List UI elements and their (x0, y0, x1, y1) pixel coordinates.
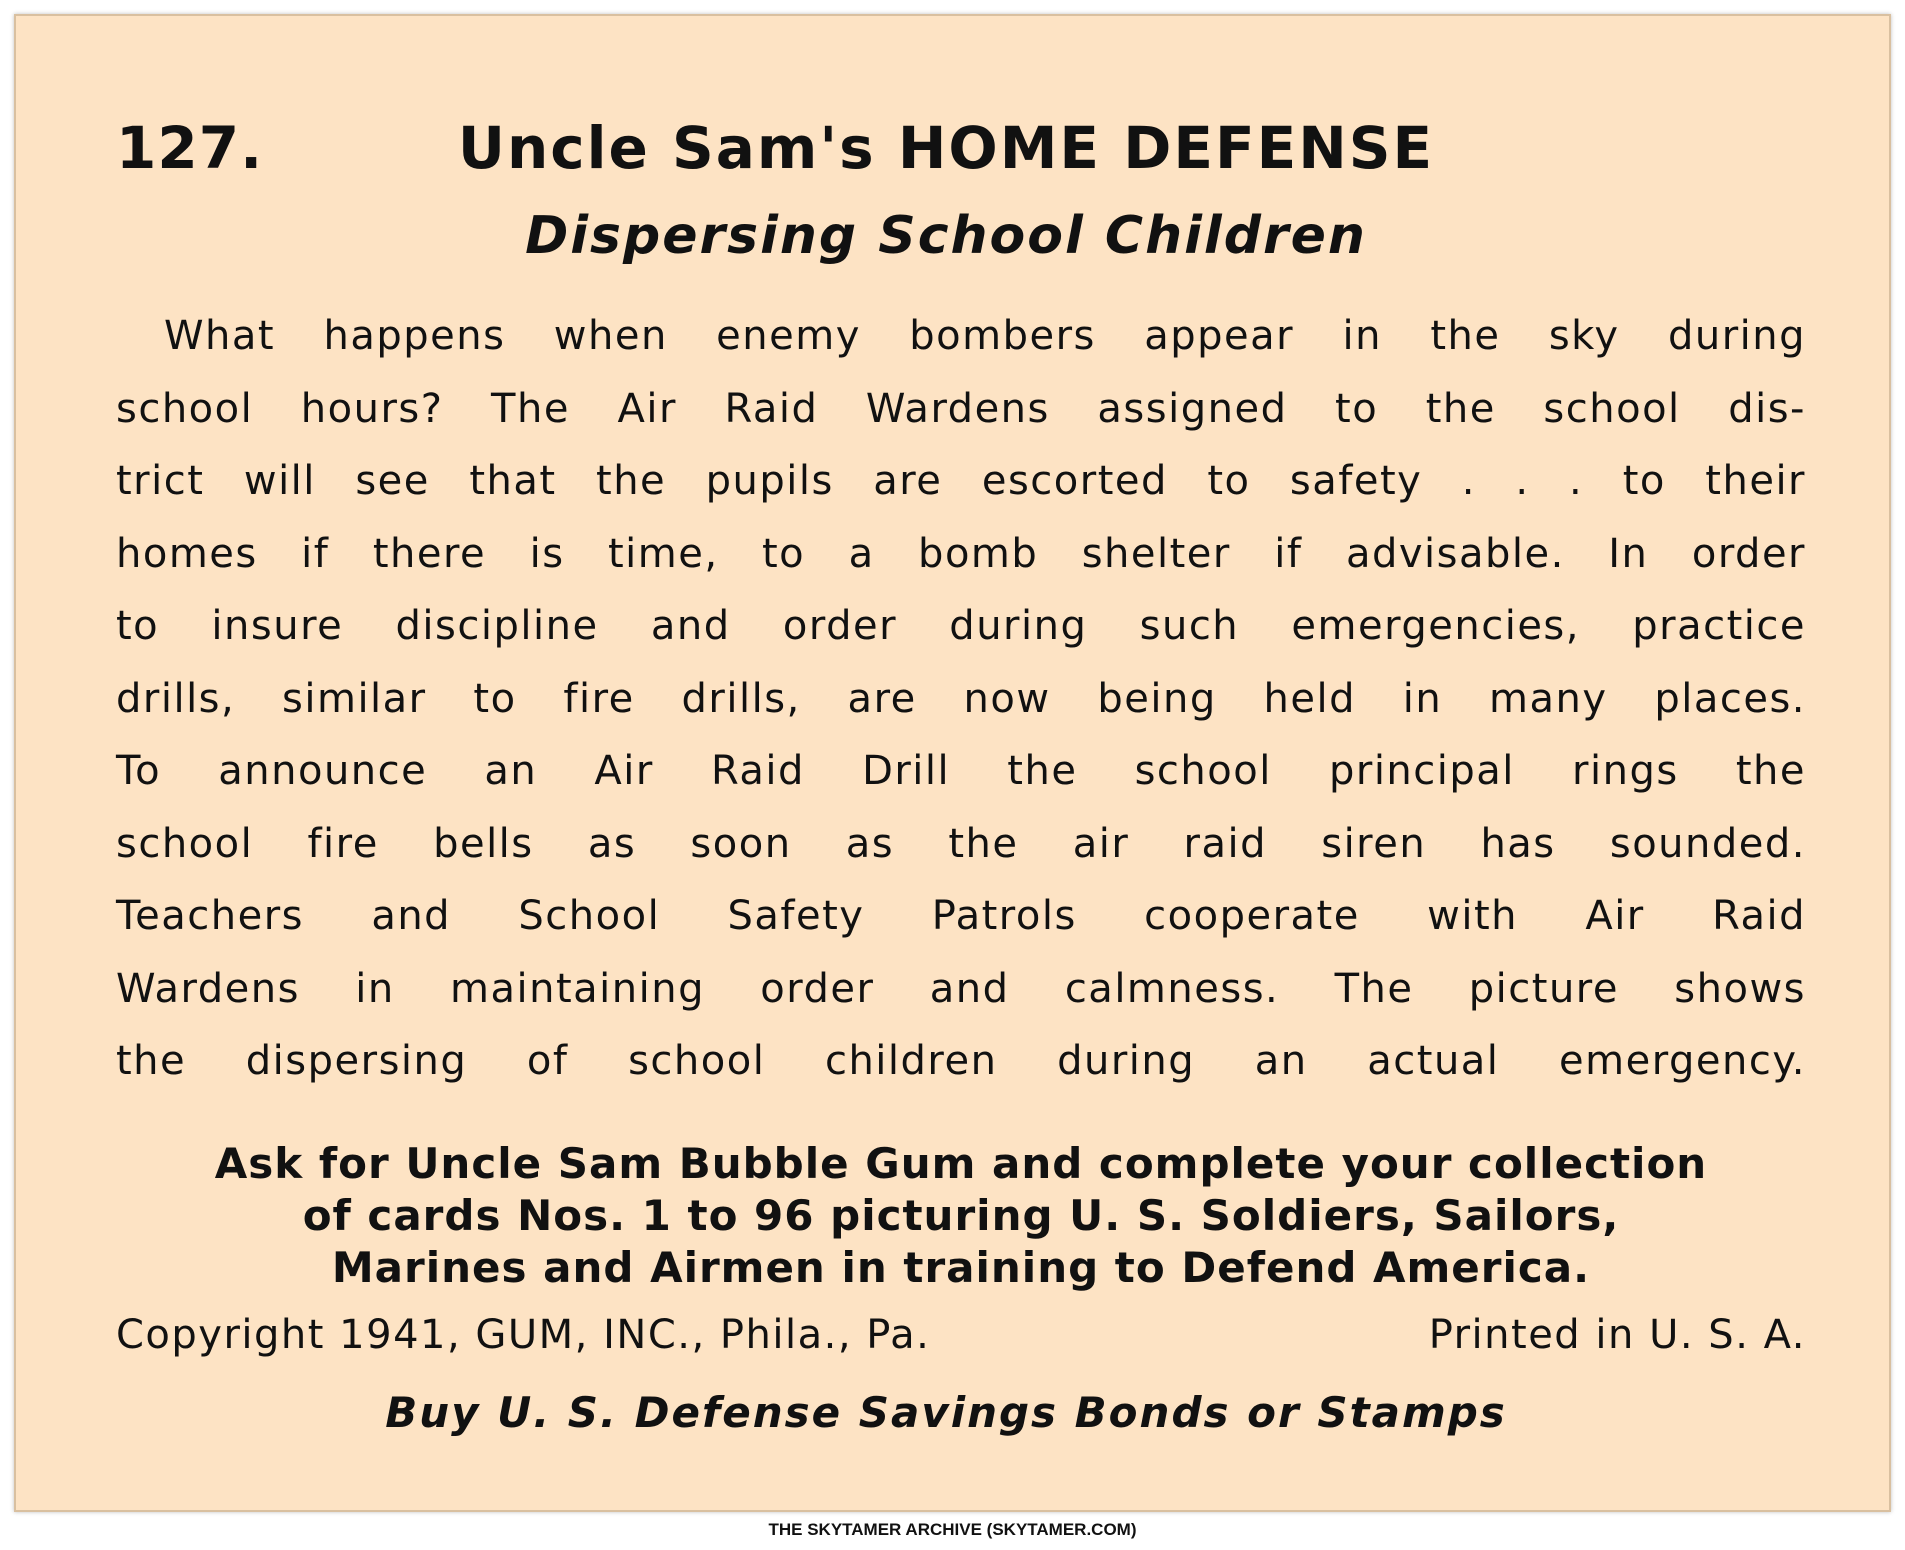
description-line: What happens when enemy bombers appear in the sky during (164, 313, 1806, 359)
copyright-notice: Copyright 1941, GUM, INC., Phila., Pa. (116, 1312, 931, 1358)
printed-notice: Printed in U. S. A. (1428, 1312, 1806, 1358)
card-subtitle: Dispersing School Children (525, 206, 1367, 266)
archive-credit: THE SKYTAMER ARCHIVE (SKYTAMER.COM) (768, 1520, 1137, 1539)
description-line: school hours? The Air Raid Wardens assigned to the school dis- (116, 385, 1806, 432)
card-header (16, 114, 1889, 194)
description-line: school fire bells as soon as the air raid siren has sounded. (116, 820, 1806, 867)
promo-line: Marines and Airmen in training to Defend America. (331, 1243, 1591, 1292)
card-number: 127. (116, 114, 264, 182)
card-description (116, 300, 1806, 1098)
description-line: the dispersing of school children during an actual emergency. (116, 1038, 1806, 1084)
trading-card-back (14, 14, 1891, 1512)
promo-line: of cards Nos. 1 to 96 picturing U. S. Soldiers, Sailors, (302, 1191, 1620, 1240)
description-line: To announce an Air Raid Drill the school principal rings the (116, 748, 1806, 794)
description-line: Teachers and School Safety Patrols cooperate with Air Raid (116, 893, 1806, 939)
description-line: to insure discipline and order during such emergencies, practice (116, 603, 1806, 649)
promo-block (116, 1138, 1806, 1294)
description-line: Wardens in maintaining order and calmness. The picture shows (116, 965, 1806, 1012)
promo-line: Ask for Uncle Sam Bubble Gum and complete your collection (214, 1139, 1708, 1188)
series-title: Uncle Sam's HOME DEFENSE (457, 114, 1435, 182)
description-line: drills, similar to fire drills, are now being held in many places. (116, 675, 1806, 722)
description-line: trict will see that the pupils are escorted to safety . . . to their (116, 458, 1806, 504)
description-line: homes if there is time, to a bomb shelter if advisable. In order (116, 530, 1806, 577)
bonds-slogan: Buy U. S. Defense Savings Bonds or Stamps (385, 1388, 1507, 1437)
